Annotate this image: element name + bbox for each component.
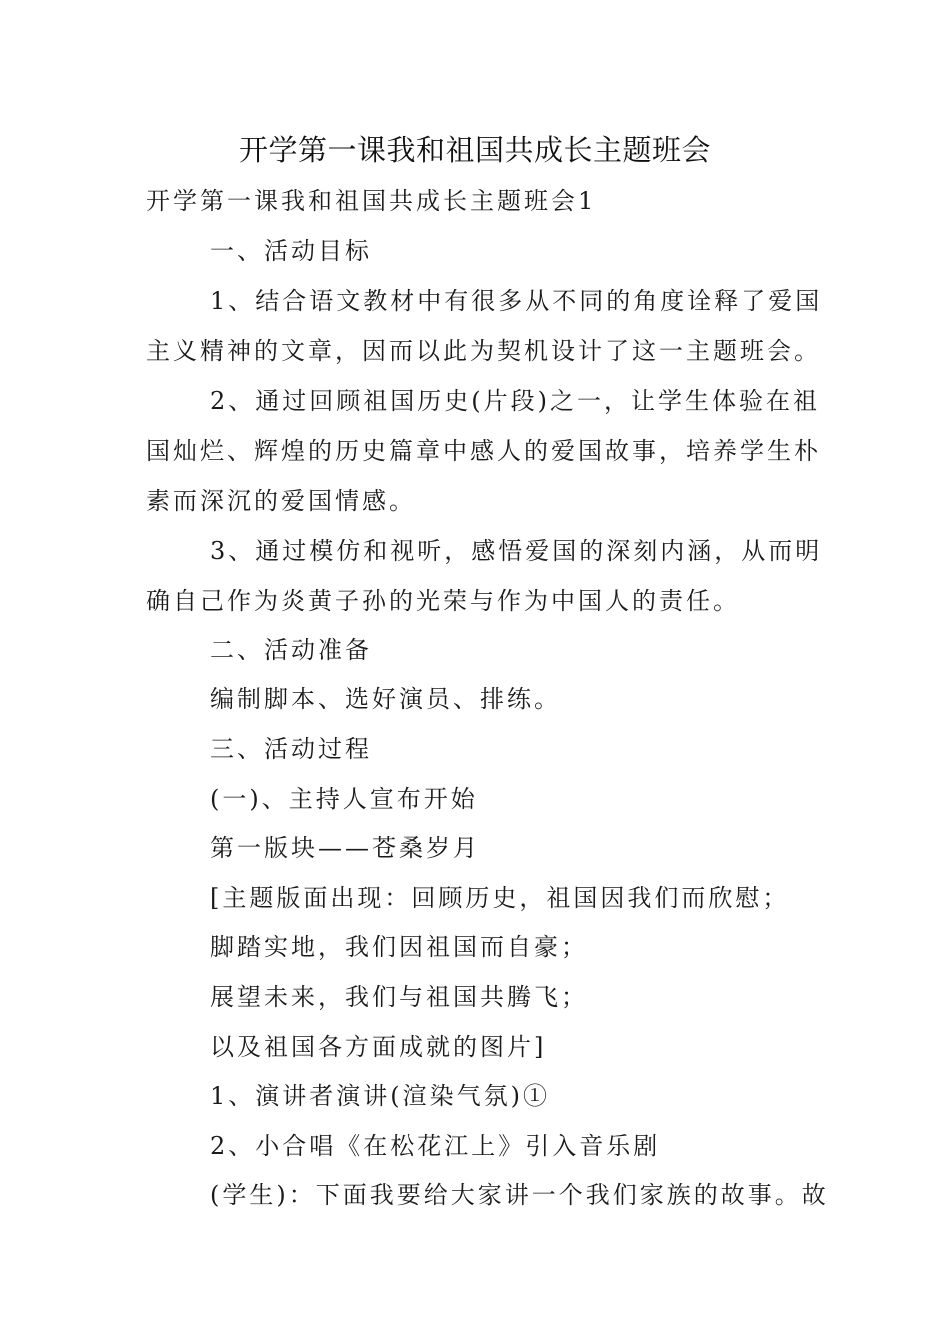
heading-activity-goals: 一、活动目标: [210, 237, 372, 265]
paragraph-line: 主义精神的文章，因而以此为契机设计了这一主题班会。: [146, 337, 821, 365]
paragraph-line: 编制脚本、选好演员、排练。: [210, 685, 561, 713]
paragraph-line: 确自己作为炎黄子孙的光荣与作为中国人的责任。: [146, 587, 740, 615]
paragraph-line: 2、小合唱《在松花江上》引入音乐剧: [210, 1132, 661, 1160]
paragraph-line: 展望未来，我们与祖国共腾飞；: [210, 983, 588, 1011]
section-heading: 开学第一课我和祖国共成长主题班会1: [146, 187, 597, 215]
paragraph-line: 第一版块——苍桑岁月: [210, 834, 480, 862]
heading-activity-preparation: 二、活动准备: [210, 636, 372, 664]
paragraph-line: 2、通过回顾祖国历史(片段)之一，让学生体验在祖: [210, 387, 820, 415]
paragraph-line: 脚踏实地，我们因祖国而自豪；: [210, 933, 588, 961]
paragraph-line: 3、通过模仿和视听，感悟爱国的深刻内涵，从而明: [210, 537, 823, 565]
document-title: 开学第一课我和祖国共成长主题班会: [238, 133, 711, 167]
paragraph-line: (一)、主持人宣布开始: [210, 785, 478, 813]
paragraph-line: 1、结合语文教材中有很多从不同的角度诠释了爱国: [210, 287, 823, 315]
paragraph-line: (学生)：下面我要给大家讲一个我们家族的故事。故: [210, 1181, 829, 1209]
paragraph-line: 1、演讲者演讲(渲染气氛)①: [210, 1082, 550, 1110]
paragraph-line: [主题版面出现：回顾历史，祖国因我们而欣慰；: [210, 884, 790, 912]
paragraph-line: 国灿烂、辉煌的历史篇章中感人的爱国故事，培养学生朴: [146, 437, 821, 465]
paragraph-line: 以及祖国各方面成就的图片]: [210, 1033, 547, 1061]
heading-activity-process: 三、活动过程: [210, 735, 372, 763]
paragraph-line: 素而深沉的爱国情感。: [146, 487, 416, 515]
